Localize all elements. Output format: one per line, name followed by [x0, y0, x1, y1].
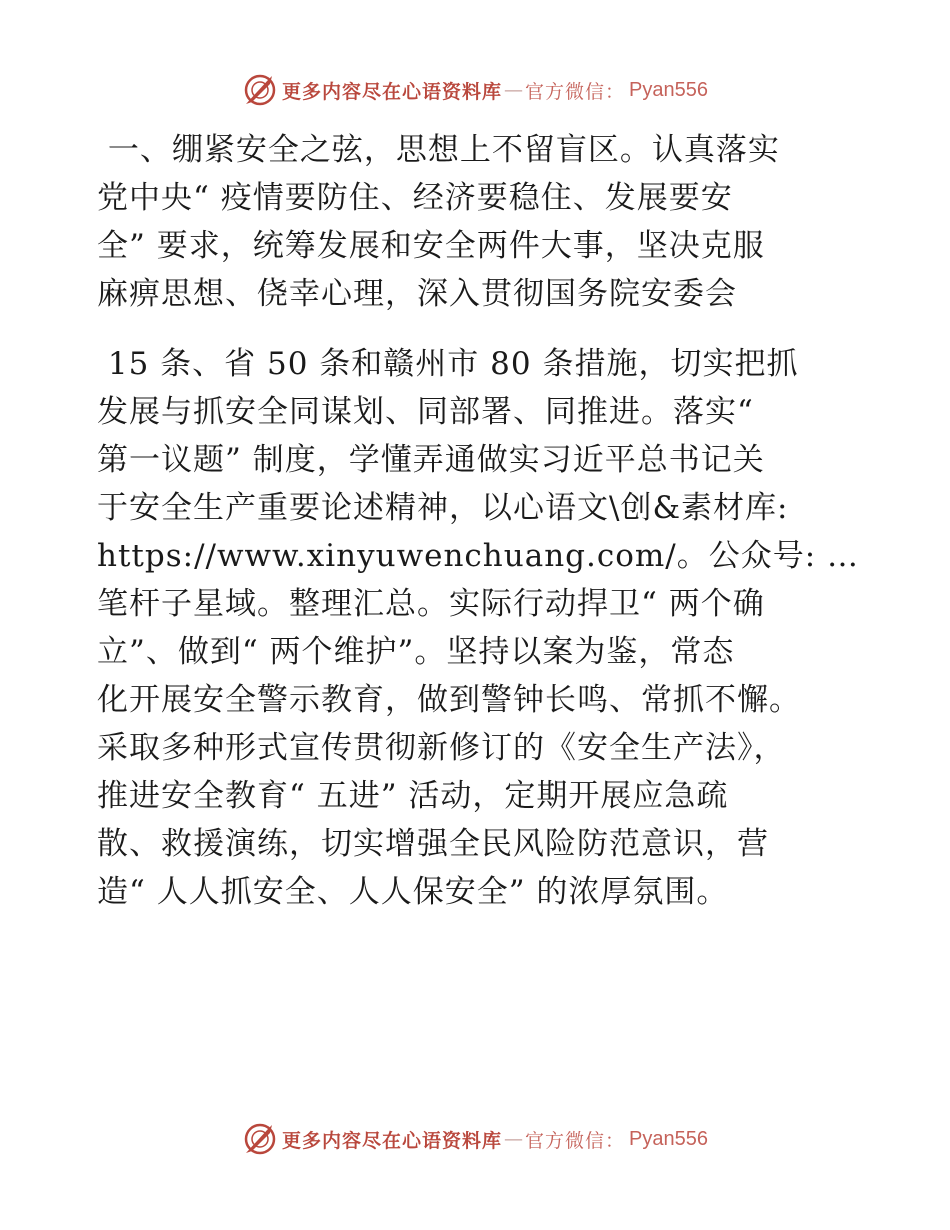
paragraph-1 — [97, 126, 857, 318]
text-line: 麻痹思想、侥幸心理，深入贯彻国务院安委会 — [97, 276, 737, 312]
paragraph-2 — [97, 340, 860, 916]
wechat-id: Pyan556 — [629, 1127, 708, 1150]
text-line: 推进安全教育“ 五进” 活动，定期开展应急疏 — [97, 778, 729, 814]
banner-separator: — — [504, 1128, 524, 1150]
text-line: 15 条、省 50 条和赣州市 80 条措施，切实把抓 — [97, 346, 799, 382]
document-body — [97, 126, 860, 916]
text-line: 立”、做到“ 两个维护”。坚持以案为鉴，常态 — [97, 634, 735, 670]
site-name: 更多内容尽在心语资料库 — [282, 80, 503, 103]
text-line: 造“ 人人抓安全、人人保安全” 的浓厚氛围。 — [97, 874, 729, 910]
text-line: 散、救援演练，切实增强全民风险防范意识，营 — [97, 826, 769, 862]
text-line: 于安全生产重要论述精神，以心语文\创&素材库: — [97, 490, 789, 526]
wechat-label: 官方微信： — [525, 1129, 626, 1152]
quill-logo-icon — [242, 72, 278, 108]
text-line: 一、绷紧安全之弦，思想上不留盲区。认真落实 — [97, 132, 780, 168]
text-line: 发展与抓安全同谋划、同部署、同推进。落实“ — [97, 394, 754, 430]
text-line: 第一议题” 制度，学懂弄通做实习近平总书记关 — [97, 442, 765, 478]
site-name: 更多内容尽在心语资料库 — [282, 1129, 503, 1152]
wechat-id: Pyan556 — [629, 78, 708, 101]
text-line: 全” 要求，统筹发展和安全两件大事，坚决克服 — [97, 228, 765, 264]
footer-banner — [0, 1119, 950, 1159]
wechat-label: 官方微信： — [525, 80, 626, 103]
text-line: 笔杆子星域。整理汇总。实际行动捍卫“ 两个确 — [97, 586, 765, 622]
banner-separator: — — [504, 79, 524, 101]
text-line: 化开展安全警示教育，做到警钟长鸣、常抓不懈。 — [97, 682, 801, 718]
quill-logo-icon — [242, 1121, 278, 1157]
header-banner — [0, 70, 950, 110]
paragraph-gap — [97, 318, 857, 340]
text-line: https://www.xinyuwenchuang.com/。公众号: … — [97, 538, 860, 574]
text-line: 党中央“ 疫情要防住、经济要稳住、发展要安 — [97, 180, 733, 216]
text-line: 采取多种形式宣传贯彻新修订的《安全生产法》， — [97, 730, 786, 766]
